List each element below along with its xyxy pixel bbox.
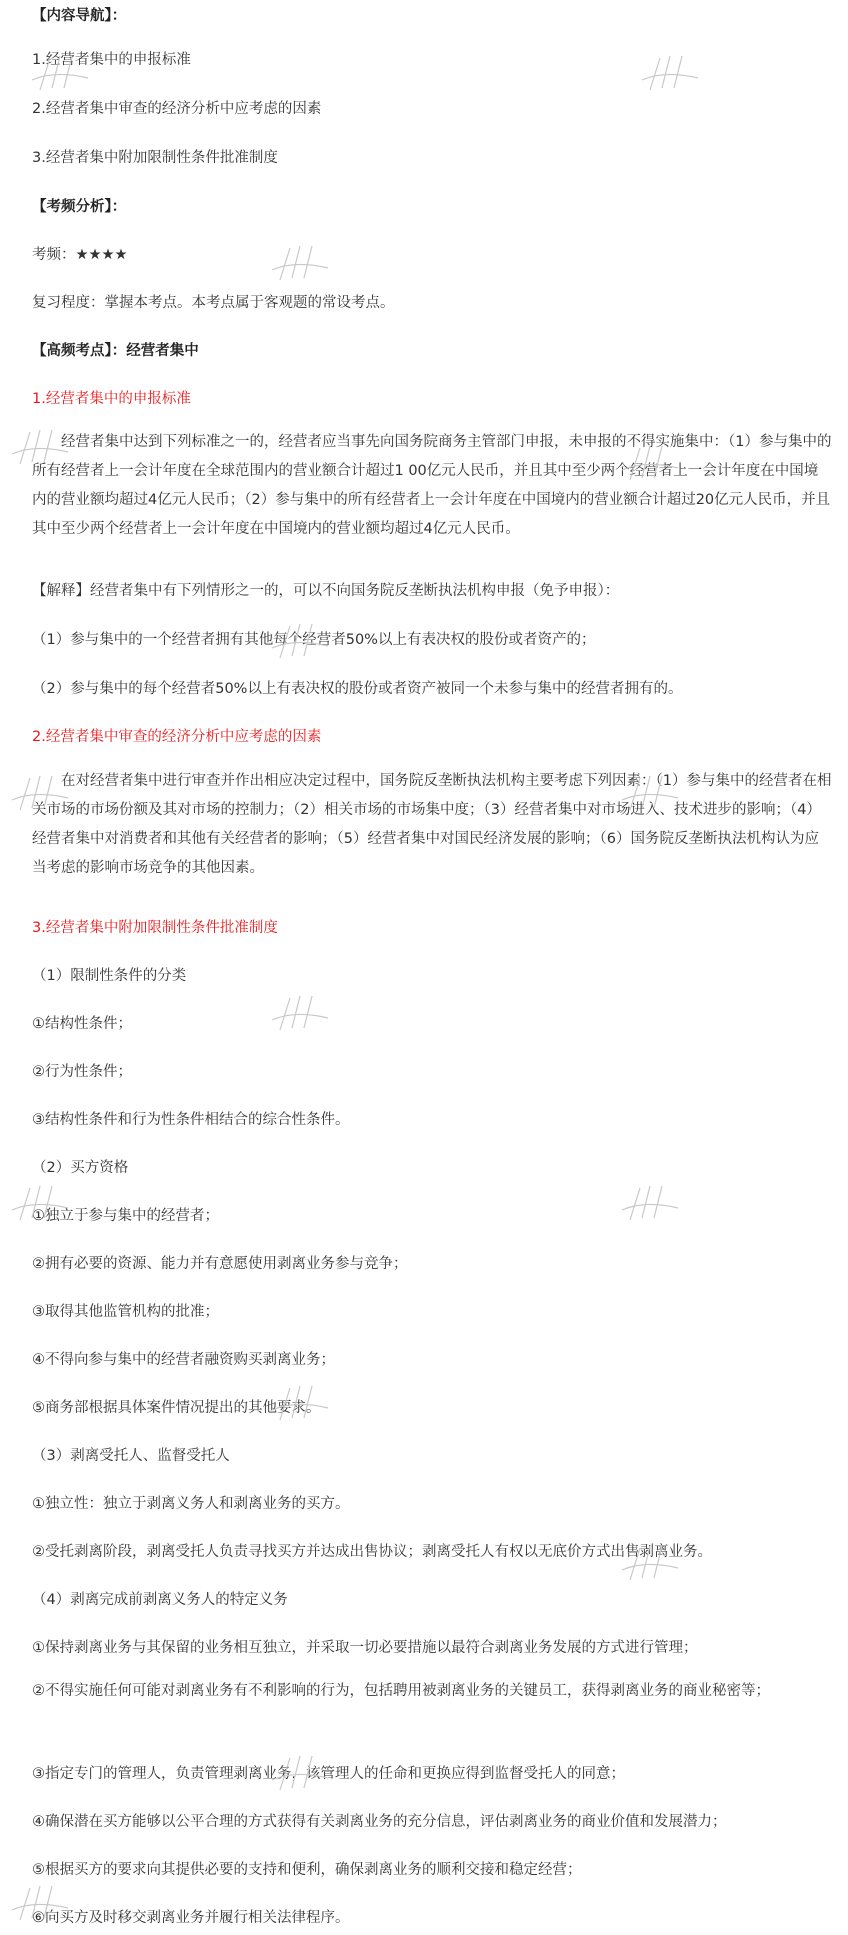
section-2-paragraph: 在对经营者集中进行审查并作出相应决定过程中，国务院反垄断执法机构主要考虑下列因素：（1）参与集中的经营者在相关市场的市场份额及其对市场的控制力；（2）相关市场的市场集中度；（3）经营者集中对市场进入、技术进步的影响；（4）经营者集中对消费者和其他有关经营者的影响；（5）经营者集中对国民经济发展的影响；（6）国务院反垄断执法机构认为应当考虑的影响市场竞争的其他因素。 [32, 773, 832, 876]
buyer-item-5: ⑤商务部根据具体案件情况提出的其他要求。 [32, 1400, 321, 1416]
watermark-logo [270, 990, 330, 1035]
watermark-logo [10, 1180, 70, 1225]
buyer-item-2: ②拥有必要的资源、能力并有意愿使用剥离业务参与竞争； [32, 1256, 408, 1272]
nav-item-1: 1.经营者集中的申报标准 [32, 52, 191, 68]
obligation-item-2: ②不得实施任何可能对剥离业务有不利影响的行为，包括聘用被剥离业务的关键员工，获得剥离业务的商业秘密等； [32, 1683, 770, 1699]
watermark-logo [620, 1540, 680, 1585]
explanation-item-2: （2）参与集中的每个经营者50%以上有表决权的股份或者资产被同一个未参与集中的经营者拥有的。 [32, 681, 683, 697]
nav-item-2: 2.经营者集中审查的经济分析中应考虑的因素 [32, 101, 322, 117]
watermark-logo [10, 424, 70, 469]
watermark-logo [620, 440, 680, 485]
buyer-item-1: ①独立于参与集中的经营者； [32, 1208, 219, 1224]
watermark-logo [10, 1880, 70, 1925]
obligation-item-3: ③指定专门的管理人，负责管理剥离业务，该管理人的任命和更换应得到监督受托人的同意； [32, 1766, 625, 1782]
watermark-logo [620, 770, 680, 815]
buyer-item-4: ④不得向参与集中的经营者融资购买剥离业务； [32, 1352, 335, 1368]
condition-item-2: ②行为性条件； [32, 1064, 132, 1080]
condition-item-1: ①结构性条件； [32, 1016, 132, 1032]
explanation-item-1: （1）参与集中的一个经营者拥有其他每个经营者50%以上有表决权的股份或者资产的； [32, 632, 596, 648]
review-level: 复习程度：掌握本考点。本考点属于客观题的常设考点。 [32, 295, 395, 311]
watermark-logo [30, 50, 90, 95]
content-nav-heading: 【内容导航】： [32, 8, 127, 24]
subsection-4-title: （4）剥离完成前剥离义务人的特定义务 [32, 1592, 288, 1608]
obligation-item-5: ⑤根据买方的要求向其提供必要的支持和便利，确保剥离业务的顺利交接和稳定经营； [32, 1862, 582, 1878]
condition-item-3: ③结构性条件和行为性条件相结合的综合性条件。 [32, 1112, 350, 1128]
obligation-item-6: ⑥向买方及时移交剥离业务并履行相关法律程序。 [32, 1910, 350, 1926]
section-2-title: 2.经营者集中审查的经济分析中应考虑的因素 [32, 729, 322, 745]
watermark-logo [270, 1750, 330, 1795]
section-3-title: 3.经营者集中附加限制性条件批准制度 [32, 920, 278, 936]
watermark-logo [270, 618, 330, 663]
watermark-logo [10, 770, 70, 815]
watermark-logo [640, 50, 700, 95]
trustee-item-2: ②受托剥离阶段，剥离受托人负责寻找买方并达成出售协议；剥离受托人有权以无底价方式出售剥离业务。 [32, 1544, 712, 1560]
watermark-logo [270, 240, 330, 285]
section-1-paragraph: 经营者集中达到下列标准之一的，经营者应当事先向国务院商务主管部门申报，未申报的不得实施集中：（1）参与集中的所有经营者上一会计年度在全球范围内的营业额合计超过1 00亿元人民币，并且其中至少两个经营者上一会计年度在中国境内的营业额均超过4亿元人民币；（2）参与集中的所有经营者上一会计年度在中国境内的营业额合计超过20亿元人民币，并且其中至少两个经营者上一会计年度在中国境内的营业额均超过4亿元人民币。 [32, 434, 832, 537]
buyer-item-3: ③取得其他监管机构的批准； [32, 1304, 219, 1320]
subsection-3-title: （3）剥离受托人、监督受托人 [32, 1448, 230, 1464]
watermark-logo [270, 1380, 330, 1425]
explanation-text: 【解释】经营者集中有下列情形之一的，可以不向国务院反垄断执法机构申报（免予申报）： [32, 583, 620, 599]
frequency-rating: 考频：★★★★ [32, 247, 128, 263]
key-point-heading: 【高频考点】：经营者集中 [32, 343, 199, 359]
frequency-heading: 【考频分析】： [32, 199, 127, 215]
section-1-title: 1.经营者集中的申报标准 [32, 391, 191, 407]
subsection-1-title: （1）限制性条件的分类 [32, 968, 187, 984]
obligation-item-4: ④确保潜在买方能够以公平合理的方式获得有关剥离业务的充分信息，评估剥离业务的商业价值和发展潜力； [32, 1814, 727, 1830]
obligation-item-1: ①保持剥离业务与其保留的业务相互独立，并采取一切必要措施以最符合剥离业务发展的方式进行管理； [32, 1640, 698, 1656]
nav-item-3: 3.经营者集中附加限制性条件批准制度 [32, 150, 278, 166]
subsection-2-title: （2）买方资格 [32, 1160, 129, 1176]
watermark-logo [620, 1180, 680, 1225]
trustee-item-1: ①独立性：独立于剥离义务人和剥离业务的买方。 [32, 1496, 350, 1512]
